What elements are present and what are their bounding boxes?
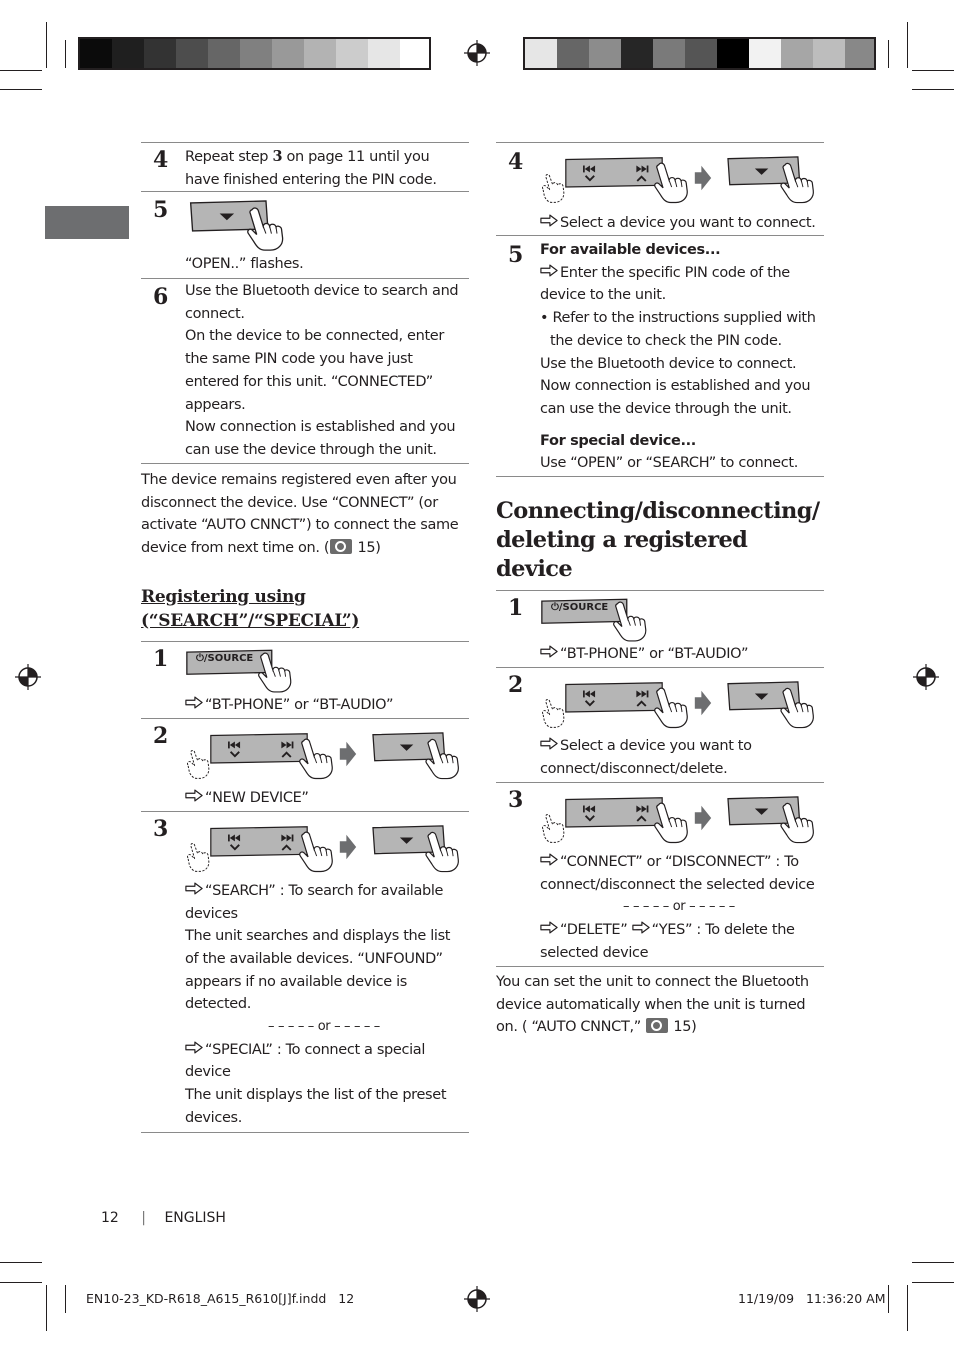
page-ref[interactable]: 15) bbox=[353, 540, 381, 557]
down-button[interactable] bbox=[364, 732, 468, 784]
step-text bbox=[185, 253, 463, 276]
heading-line: (“SEARCH”/“SPECIAL”) bbox=[141, 610, 360, 631]
file-name: EN10-23_KD-R618_A615_R610[J]f.indd 12 bbox=[86, 1291, 355, 1306]
footer-separator: | bbox=[141, 1210, 146, 1226]
step-text bbox=[185, 280, 463, 462]
registration-target-icon bbox=[464, 40, 490, 66]
text-line: The device remains registered even after you bbox=[141, 472, 457, 488]
step-4 bbox=[141, 143, 469, 192]
subheading: For special device... bbox=[540, 432, 696, 449]
crop-mark bbox=[912, 89, 954, 90]
text-line: devices. bbox=[185, 1109, 242, 1126]
right-outline-arrow-icon bbox=[540, 214, 560, 227]
text-line: appears if no available device is bbox=[185, 973, 407, 990]
step-ref: 3 bbox=[272, 148, 283, 165]
next-arrow-icon bbox=[694, 803, 712, 833]
text-line: “BT-PHONE” or “BT-AUDIO” bbox=[560, 646, 749, 662]
text-line: have finished entering the PIN code. bbox=[185, 171, 437, 188]
text-line: device bbox=[185, 1064, 231, 1081]
skip-buttons[interactable] bbox=[540, 681, 688, 731]
step-number: 4 bbox=[508, 149, 524, 175]
text-line: On the device to be connected, enter bbox=[185, 328, 444, 345]
text-line: activate “AUTO CNNCT”) to connect the same bbox=[141, 517, 459, 534]
source-button-label: ⏻/SOURCE bbox=[551, 602, 609, 613]
subsection-heading bbox=[141, 585, 469, 633]
step-text bbox=[185, 694, 463, 717]
text-line: “NEW DEVICE” bbox=[205, 789, 309, 806]
text-line: Now connection is established and you bbox=[185, 419, 456, 436]
step-text bbox=[185, 146, 463, 191]
text-line: device automatically when the unit is turned bbox=[496, 996, 806, 1013]
magnifier-icon bbox=[330, 539, 352, 554]
section-tab bbox=[45, 206, 129, 239]
bullet-line: • Refer to the instructions supplied with bbox=[540, 310, 816, 327]
crop-mark bbox=[0, 1282, 42, 1283]
next-arrow-icon bbox=[339, 832, 357, 862]
crop-mark bbox=[0, 70, 42, 71]
step-number: 2 bbox=[153, 722, 169, 749]
step-text bbox=[540, 212, 818, 235]
step-number: 5 bbox=[508, 242, 524, 268]
down-button[interactable] bbox=[185, 200, 289, 256]
right-outline-arrow-icon bbox=[185, 882, 205, 895]
skip-buttons[interactable] bbox=[185, 732, 333, 782]
down-button[interactable] bbox=[364, 825, 468, 877]
step-number: 5 bbox=[153, 197, 169, 223]
text-line: connect/disconnect the selected device bbox=[540, 876, 815, 893]
gray-scale-bar-left bbox=[78, 37, 431, 70]
registration-target-icon bbox=[913, 664, 939, 690]
text-line: device to the unit. bbox=[540, 287, 666, 304]
right-outline-arrow-icon bbox=[632, 921, 652, 934]
text-line: The unit displays the list of the preset bbox=[185, 1087, 447, 1104]
registration-target-icon bbox=[15, 664, 41, 690]
crop-mark bbox=[907, 22, 908, 68]
step-5-right bbox=[496, 236, 824, 477]
step-number: 1 bbox=[153, 645, 169, 672]
text-line: Use the Bluetooth device to connect. bbox=[540, 355, 797, 372]
text-line: the device to check the PIN code. bbox=[550, 332, 782, 349]
note-paragraph bbox=[496, 971, 824, 1039]
language-label: ENGLISH bbox=[164, 1210, 226, 1226]
text-line: “SEARCH” : To search for available bbox=[205, 882, 444, 899]
right-outline-arrow-icon bbox=[185, 696, 205, 709]
down-button[interactable] bbox=[719, 681, 823, 733]
text-line: Use the Bluetooth device to search and bbox=[185, 283, 459, 299]
search-step-3 bbox=[141, 812, 469, 1133]
gray-scale-bar-right bbox=[523, 37, 876, 70]
crop-mark bbox=[0, 89, 42, 90]
skip-buttons[interactable] bbox=[540, 796, 688, 846]
step-text bbox=[185, 880, 463, 1130]
right-outline-arrow-icon bbox=[540, 853, 560, 866]
source-button-label: ⏻/SOURCE bbox=[196, 652, 254, 664]
right-outline-arrow-icon bbox=[540, 737, 560, 750]
text-line: Repeat step bbox=[185, 149, 273, 165]
next-arrow-icon bbox=[694, 688, 712, 718]
right-column bbox=[496, 142, 824, 1039]
step-5 bbox=[141, 192, 469, 279]
text-line: “CONNECT” or “DISCONNECT” : To bbox=[560, 854, 799, 870]
step-number: 6 bbox=[153, 284, 169, 310]
right-outline-arrow-icon bbox=[540, 645, 560, 658]
crop-mark bbox=[912, 1262, 954, 1263]
right-outline-arrow-icon bbox=[540, 264, 560, 277]
text-line: Select a device you want to bbox=[560, 738, 752, 754]
crop-mark bbox=[0, 1262, 42, 1263]
right-outline-arrow-icon bbox=[185, 789, 205, 802]
or-separator: – – – – – or – – – – – bbox=[623, 899, 735, 915]
crop-mark bbox=[888, 1285, 889, 1313]
magnifier-icon bbox=[646, 1018, 668, 1033]
text-line: on. ( “AUTO CNNCT,” bbox=[496, 1019, 646, 1036]
text-line: You can set the unit to connect the Bluetooth bbox=[496, 974, 809, 990]
next-arrow-icon bbox=[339, 739, 357, 769]
text-line: Now connection is established and you bbox=[540, 378, 811, 395]
connect-step-1 bbox=[496, 591, 824, 668]
text-line: of the available devices. “UNFOUND” bbox=[185, 950, 443, 967]
text-line: “YES” : To delete the bbox=[651, 922, 795, 939]
print-date: 11/19/09 11:36:20 AM bbox=[738, 1291, 886, 1306]
crop-mark bbox=[888, 40, 889, 68]
step-text bbox=[540, 643, 818, 666]
crop-mark bbox=[46, 1285, 47, 1331]
text-line: entered for this unit. “CONNECTED” bbox=[185, 373, 433, 390]
text-line: device from next time on. ( bbox=[141, 540, 330, 557]
text-line: Enter the specific PIN code of the bbox=[560, 264, 790, 281]
text-line: connect. bbox=[185, 305, 245, 322]
text-line: connect/disconnect/delete. bbox=[540, 760, 728, 777]
right-outline-arrow-icon bbox=[540, 921, 560, 934]
step-text bbox=[540, 735, 818, 780]
page-ref[interactable]: 15) bbox=[669, 1019, 697, 1036]
text-line: selected device bbox=[540, 944, 649, 961]
step-number: 4 bbox=[153, 147, 169, 173]
heading-line: Connecting/disconnecting/ bbox=[496, 498, 820, 524]
step-number: 3 bbox=[508, 787, 524, 813]
text-line: “DELETE” bbox=[560, 922, 628, 939]
text-line: Use “OPEN” or “SEARCH” to connect. bbox=[540, 455, 798, 472]
text-line: devices bbox=[185, 905, 238, 922]
text-line: “SPECIAL” : To connect a special bbox=[205, 1041, 426, 1058]
search-step-2 bbox=[141, 719, 469, 812]
crop-mark bbox=[65, 40, 66, 68]
text-line: appears. bbox=[185, 396, 246, 413]
down-button[interactable] bbox=[719, 156, 823, 208]
step-number: 2 bbox=[508, 672, 524, 698]
note-paragraph bbox=[141, 469, 469, 560]
text-line: detected. bbox=[185, 996, 251, 1013]
heading-line: Registering using bbox=[141, 586, 306, 607]
crop-mark bbox=[46, 22, 47, 68]
step-number: 3 bbox=[153, 815, 169, 842]
registration-target-icon bbox=[464, 1286, 490, 1312]
text-line: the same PIN code you have just bbox=[185, 351, 413, 368]
page-number: 12 bbox=[101, 1210, 119, 1226]
search-step-1 bbox=[141, 642, 469, 719]
connect-step-2 bbox=[496, 668, 824, 783]
crop-mark bbox=[912, 1282, 954, 1283]
crop-mark bbox=[907, 1285, 908, 1331]
skip-buttons[interactable] bbox=[540, 156, 688, 206]
page-footer bbox=[101, 1210, 226, 1226]
heading-line: deleting a registered device bbox=[496, 527, 748, 582]
crop-mark bbox=[912, 70, 954, 71]
step-6 bbox=[141, 279, 469, 464]
skip-buttons[interactable] bbox=[185, 825, 333, 875]
down-button[interactable] bbox=[719, 796, 823, 848]
step-text bbox=[540, 239, 818, 475]
subheading: For available devices... bbox=[540, 242, 721, 258]
next-arrow-icon bbox=[694, 163, 712, 193]
connect-step-3 bbox=[496, 783, 824, 967]
step-text bbox=[185, 787, 463, 810]
step-text bbox=[540, 851, 818, 965]
text-line: The unit searches and displays the list bbox=[185, 928, 451, 945]
text-line: on page 11 until you bbox=[282, 149, 430, 165]
text-line: can use the device through the unit. bbox=[185, 441, 437, 458]
left-column bbox=[141, 142, 469, 1133]
text-line: can use the device through the unit. bbox=[540, 400, 792, 417]
text-line: “BT-PHONE” or “BT-AUDIO” bbox=[205, 696, 394, 713]
step-4-right bbox=[496, 143, 824, 236]
section-heading bbox=[496, 497, 824, 584]
crop-mark bbox=[65, 1285, 66, 1313]
text-line: disconnect the device. Use “CONNECT” (or bbox=[141, 494, 438, 511]
text-line: Select a device you want to connect. bbox=[560, 215, 816, 231]
text-line: “OPEN..” flashes. bbox=[185, 256, 304, 272]
or-separator: – – – – – or – – – – – bbox=[268, 1019, 380, 1035]
step-number: 1 bbox=[508, 595, 524, 621]
right-outline-arrow-icon bbox=[185, 1041, 205, 1054]
